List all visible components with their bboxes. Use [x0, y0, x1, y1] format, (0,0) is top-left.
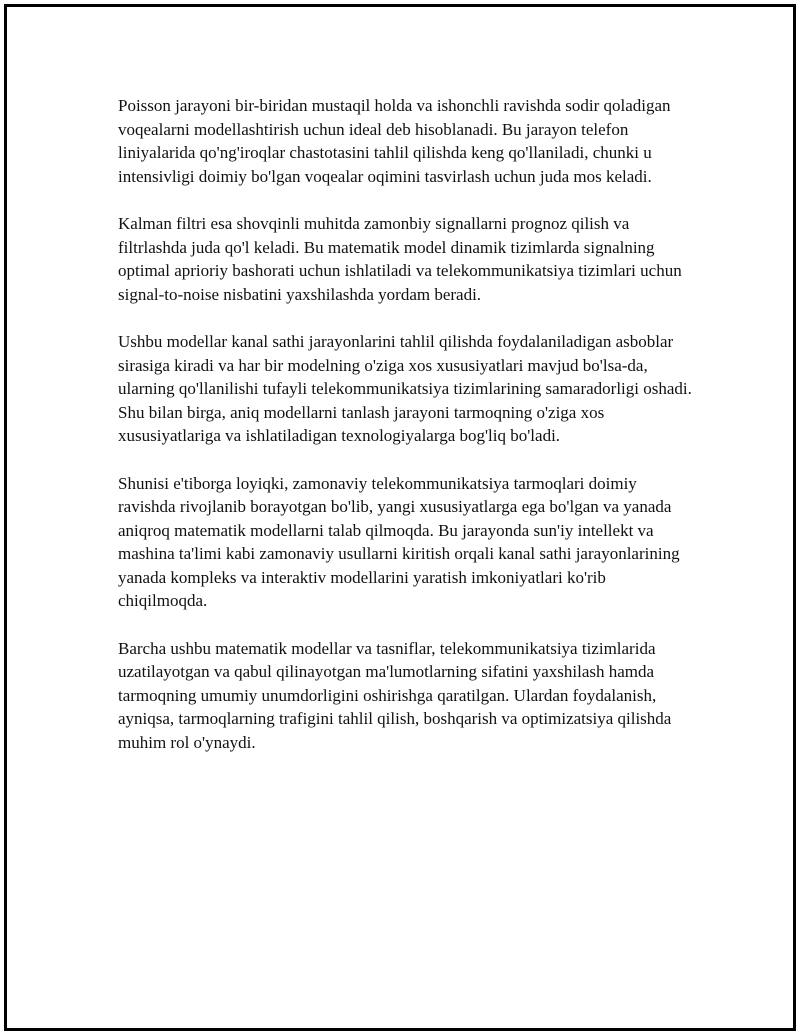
paragraph-modern-networks: Shunisi e'tiborga loyiqki, zamonaviy telekommunikatsiya tarmoqlari doimiy ravishda rivojlanib borayotgan bo'lib, yangi xususiyatlarga ega bo'lgan va yanada aniqroq matematik modellarni talab qilmoqda. Bu jarayonda sun'iy intellekt va mashina ta'limi kabi zamonaviy usullarni kiritish orqali kanal sathi jarayonlarining yanada kompleks va interaktiv modellarini yaratish imkoniyatlari ko'rib chiqilmoqda.: [118, 473, 680, 611]
paragraph-conclusion: Barcha ushbu matematik modellar va tasniflar, telekommunikatsiya tizimlarida uzatilayotgan va qabul qilinayotgan ma'lumotlarning sifatini yaxshilash hamda tarmoqning umumiy unumdorligini oshirishga qaratilgan. Ulardan foydalanish, ayniqsa, tarmoqlarning trafigini tahlil qilish, boshqarish va optimizatsiya qilishda muhim rol o'ynaydi.: [118, 638, 672, 753]
paragraph-models-usage: Ushbu modellar kanal sathi jarayonlarini tahlil qilishda foydalaniladigan asboblar sirasiga kiradi va har bir modelning o'ziga xos xususiyatlari mavjud bo'lsa-da, ularning qo'llanilishi tufayli telekommunikatsiya tizimlarining samaradorligi oshadi. Shu bilan birga, aniq modellarni tanlash jarayoni tarmoqning o'ziga xos xususiyatlariga va ishlatiladigan texnologiyalarga bog'liq bo'ladi.: [118, 331, 692, 446]
paragraph-kalman: Kalman filtri esa shovqinli muhitda zamonbiy signallarni prognoz qilish va filtrlashda juda qo'l keladi. Bu matematik model dinamik tizimlarda signalning optimal aprioriy bashorati uchun ishlatiladi va telekommunikatsiya tizimlari uchun signal-to-noise nisbatini yaxshilashda yordam beradi.: [118, 213, 682, 304]
paragraph-poisson: Poisson jarayoni bir-biridan mustaqil holda va ishonchli ravishda sodir qoladigan voqealarni modellashtirish uchun ideal deb hisoblanadi. Bu jarayon telefon liniyalarida qo'ng'iroqlar chastotasini tahlil qilishda keng qo'llaniladi, chunki u intensivligi doimiy bo'lgan voqealar oqimini tasvirlash uchun juda mos keladi.: [118, 96, 671, 186]
document-body: [118, 94, 698, 778]
